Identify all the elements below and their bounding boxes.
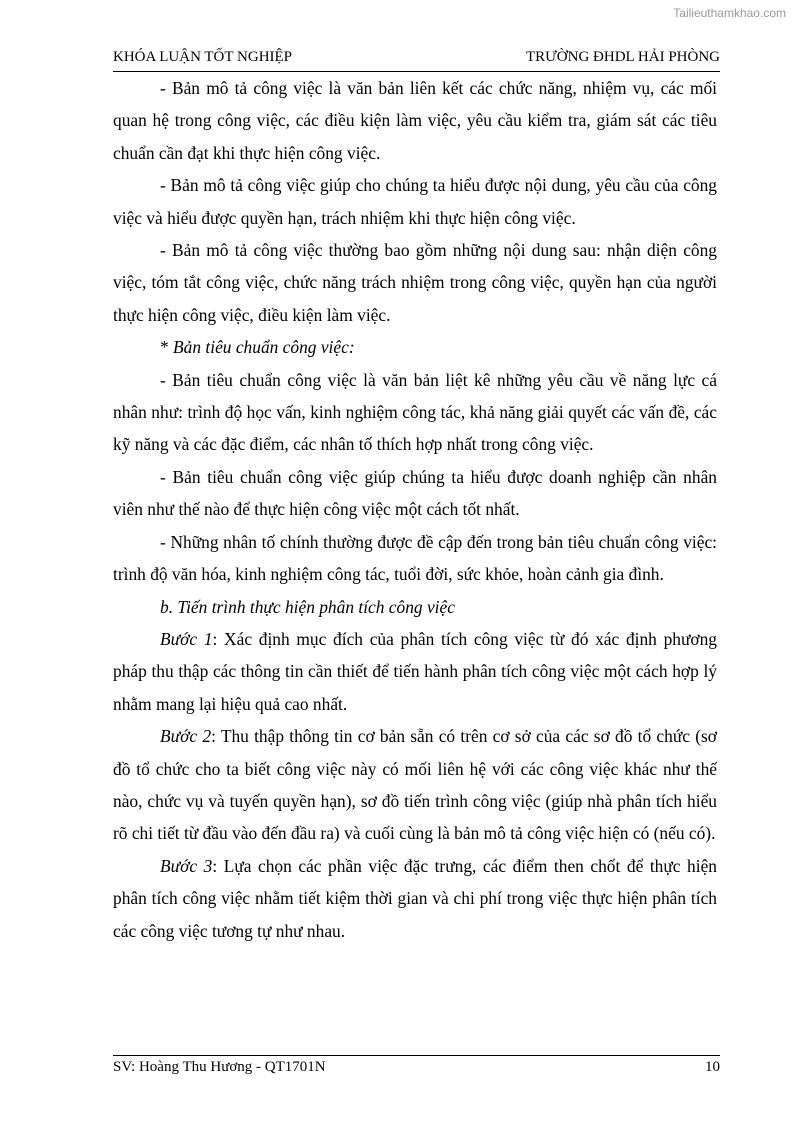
paragraph-job-standards-factors: - Những nhân tố chính thường được đề cập đến trong bản tiêu chuẩn công việc: trình độ văn hóa, kinh nghiệm công tác, tuổi đời, sức khỏe, hoàn cảnh gia đình. <box>113 531 717 585</box>
section-heading-analysis-process: b. Tiến trình thực hiện phân tích công việc <box>160 596 455 617</box>
step-2-text: : Thu thập thông tin cơ bản sẵn có trên cơ sở của các sơ đồ tổ chức (sơ đồ tổ chức cho ta biết công việc này có mối liên hệ với các công việc khác như thế nào, chức vụ và tuyến quyền hạn), sơ đồ tiến trình công việc (giúp nhà phân tích hiểu rõ chi tiết từ đầu vào đến đầu ra) và cuối cùng là bản mô tả công việc hiện có (nếu có). <box>113 726 717 844</box>
subsection-job-standards-heading: * Bản tiêu chuẩn công việc: <box>160 337 355 358</box>
paragraph-job-description-contents: - Bản mô tả công việc thường bao gồm những nội dung sau: nhận diện công việc, tóm tắt công việc, chức năng trách nhiệm trong công việc, quyền hạn của người thực hiện công việc, điều kiện làm việc. <box>113 240 717 325</box>
footer-student-info: SV: Hoàng Thu Hương - QT1701N <box>113 1059 326 1075</box>
page-number: 10 <box>705 1059 720 1075</box>
step-2-label: Bước 2 <box>160 726 212 747</box>
header-left-title: KHÓA LUẬN TỐT NGHIỆP <box>113 49 293 65</box>
step-1-text: : Xác định mục đích của phân tích công việc từ đó xác định phương pháp thu thập các thông tin cần thiết để tiến hành phân tích công việc một cách hợp lý nhằm mang lại hiệu quả cao nhất. <box>113 628 717 714</box>
page-header <box>113 47 720 72</box>
paragraph-step-3 <box>113 850 717 947</box>
page-footer <box>113 1055 720 1080</box>
step-1-label: Bước 1 <box>160 628 213 649</box>
step-3-text: : Lựa chọn các phần việc đặc trưng, các điểm then chốt để thực hiện phân tích công việc nhằm tiết kiệm thời gian và chi phí trong việc thực hiện phân tích các công việc tương tự như nhau. <box>113 855 717 941</box>
paragraph-job-description-purpose: - Bản mô tả công việc giúp cho chúng ta hiểu được nội dung, yêu cầu của công việc và hiểu được quyền hạn, trách nhiệm khi thực hiện công việc. <box>113 175 717 228</box>
paragraph-step-2 <box>113 720 717 850</box>
page-body <box>113 72 717 947</box>
paragraph-job-description-definition: - Bản mô tả công việc là văn bản liên kết các chức năng, nhiệm vụ, các mối quan hệ trong công việc, các điều kiện làm việc, yêu cầu kiểm tra, giám sát các tiêu chuẩn cần đạt khi thực hiện công việc. <box>113 78 717 163</box>
paragraph-step-1 <box>113 623 717 720</box>
job-standards-heading-text: Bản tiêu chuẩn công việc: <box>173 337 355 358</box>
paragraph-job-standards-definition: - Bản tiêu chuẩn công việc là văn bản liệt kê những yêu cầu về năng lực cá nhân như: trình độ học vấn, kinh nghiệm công tác, khả năng giải quyết các vấn đề, các kỹ năng và các đặc điểm, các nhân tố thích hợp nhất trong công việc. <box>113 369 717 455</box>
step-3-label: Bước 3 <box>160 855 213 876</box>
watermark: Tailieuthamkhao.com <box>673 6 786 20</box>
header-right-title: TRƯỜNG ĐHDL HẢI PHÒNG <box>526 49 720 65</box>
paragraph-job-standards-purpose: - Bản tiêu chuẩn công việc giúp chúng ta hiểu được doanh nghiệp cần nhân viên như thế nào để thực hiện công việc một cách tốt nhất. <box>113 466 717 520</box>
